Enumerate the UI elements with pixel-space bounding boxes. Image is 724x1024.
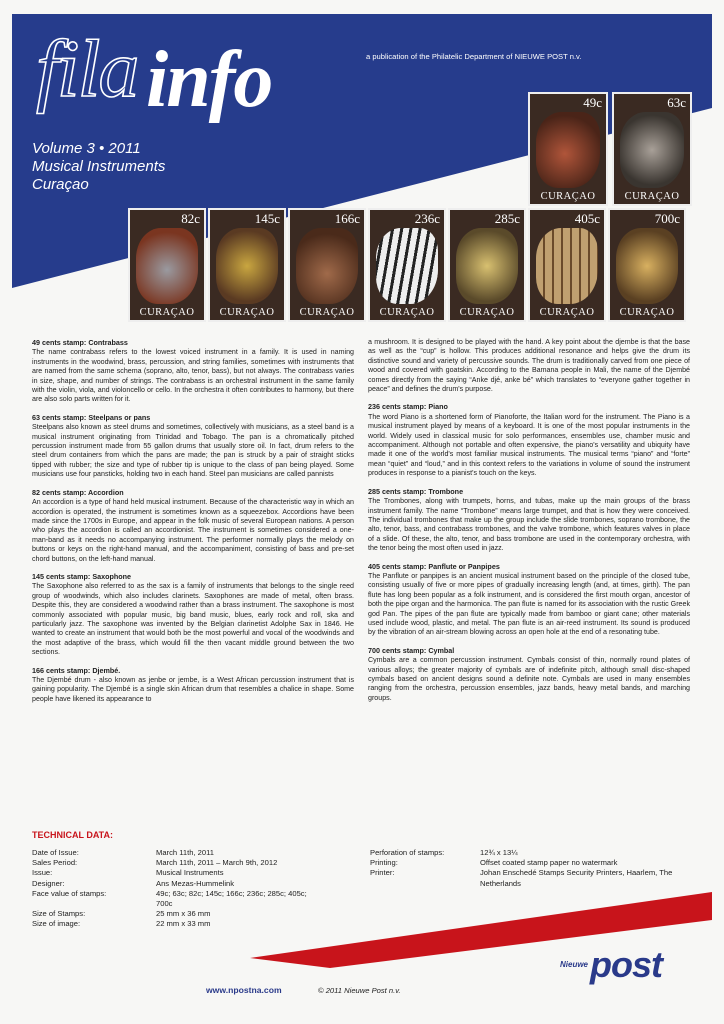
logo-nieuwe-text: Nieuwe — [560, 960, 589, 969]
stamp-405c: 405c CURAÇAO — [528, 208, 606, 322]
tech-value: 25 mm x 36 mm — [156, 909, 211, 919]
volume-line: Volume 3 • 2011 — [32, 140, 141, 157]
tech-value: 12¾ x 13¼ — [480, 848, 518, 857]
cymbal-text: Cymbals are a common percussion instrument. Cymbals consist of thin, normally round plates of various alloys; the greater majority of cymbals are of indefinite pitch, although small disc-shaped cymbals based on ancient designs sound a definite note. Cymbals are used in many ensembles ranging from the orchestra, percussion ensembles, jazz bands, heavy metal bands, and marching groups. — [368, 656, 690, 702]
djembe-text-part1: The Djembé drum - also known as jenbe or jembe, is a West African percussion instrument that is gaining popularity. The Djembé is a single skin African drum that resembles a chalice in shape. Some people have likened its appearance to — [32, 676, 354, 703]
logo-info: info — [146, 36, 272, 124]
djembe-title: 166 cents stamp: Djembé. — [32, 665, 121, 675]
left-column — [32, 338, 354, 712]
saxophone-text: The Saxophone also referred to as the sax is a family of instruments that belongs to the single reed group of woodwinds, which also includes clarinets. Saxophones are made of metal, often brass. Despite this, they are considered a woodwind rather than a brass instrument. The saxophone is most commonly associated with popular music, big band music, blues, early rock and roll, ska and particularly jazz. The saxophone was invented by the Belgian clarinetist Adolphe Sax in 1846. He wanted to create an instrument that would both be the most powerful and vocal of the woodwinds and the most adaptive of the brass, which would fill the then vacant middle ground between the two sections. — [32, 582, 354, 657]
stamp-63c: 63c CURAÇAO — [612, 92, 692, 206]
tech-row — [370, 858, 690, 868]
tech-row — [32, 868, 332, 878]
contrabass-title: 49 cents stamp: Contrabass — [32, 338, 128, 347]
tech-value: Ans Mezas-Hummelink — [156, 878, 235, 888]
logo-fila: fila — [36, 23, 138, 114]
stamp-49c: 49c CURAÇAO — [528, 92, 608, 206]
tech-label: Printing: — [370, 858, 398, 868]
trombone-title: 285 cents stamp: Trombone — [368, 486, 464, 496]
tech-label: Printer: — [370, 868, 395, 878]
tech-row — [370, 848, 690, 858]
contrabass-text: The name contrabass refers to the lowest voiced instrument in a family. It is used in naming instruments in the woodwind, brass, percussion, and string families, sometimes with instruments that are named from the same schema (soprano, alto, tenor, bass), but not always. The contrabass varies in size, shape, and number of strings. The contrabass is an orchestral instrument in the same family with the violin, viola, and violoncello or cello. In the orchestra it often contributes to harmony, but there are also solo parts written for it. — [32, 348, 354, 404]
tech-value: 49c; 63c; 82c; 145c; 166c; 236c; 285c; 405c; 700c — [156, 888, 307, 909]
stamp-82c: 82c CURAÇAO — [128, 208, 206, 322]
steelpans-title: 63 cents stamp: Steelpans or pans — [32, 412, 151, 422]
publication-line: a publication of the Philatelic Department of NIEUWE POST n.v. — [366, 52, 582, 61]
panflute-text: The Panflute or panpipes is an ancient musical instrument based on the principle of the closed tube, consisting usually of five or more pipes of gradually increasing length (and, at times, girth). The pan flute has long been popular as a folk instrument, and is considered the first mouth organ, ancestor of both the pipe organ and the harmonica. The pan flute is named for its association with the rustic Greek god Pan. The pipes of the pan flute are typically made from bamboo or giant cane; other materials used include wood, plastic, and metal. The pan flute is an air-reed instrument. Its sound is produced by the vibration of an air-stream blowing across an open hole at the end of a resonating tube. — [368, 571, 690, 637]
stamp-700c: 700c CURAÇAO — [608, 208, 686, 322]
trombone-text: The Trombones, along with trumpets, horns, and tubas, make up the main groups of the brass instrument family. The name “Trombone” means large trumpet, and that is how they were conceived. The individual trombones that make up the group include the slide trombones, soprano trombone, the alto, tenor, bass, and contrabass trombones, and the valve trombone, which features valves in place of a slide. Of these, the alto, tenor, and bass trombone are used in the contemporary orchestra, with the tenor being the most often used in jazz. — [368, 497, 690, 553]
saxophone-title: 145 cents stamp: Saxophone — [32, 571, 132, 581]
tech-label: Size of image: — [32, 919, 81, 929]
copyright-text: © 2011 Nieuwe Post n.v. — [318, 986, 401, 995]
piano-title: 236 cents stamp: Piano — [368, 402, 448, 412]
website-link[interactable]: www.npostna.com — [206, 985, 282, 995]
tech-label: Perforation of stamps: — [370, 848, 445, 857]
country-line: Curaçao — [32, 176, 89, 193]
technical-data-heading: TECHNICAL DATA: — [32, 830, 113, 840]
tech-row — [32, 848, 332, 858]
tech-value: Offset coated stamp paper no watermark — [480, 858, 618, 868]
stamp-166c: 166c CURAÇAO — [288, 208, 366, 322]
tech-label: Designer: — [32, 878, 65, 888]
stamp-236c: 236c CURAÇAO — [368, 208, 446, 322]
accordion-title: 82 cents stamp: Accordion — [32, 487, 124, 497]
tech-label: Issue: — [32, 868, 53, 878]
tech-value: March 11th, 2011 — [156, 848, 214, 857]
steelpans-text: Steelpans also known as steel drums and sometimes, collectively with musicians, as a steel band is a musical instrument originating from Trinidad and Tobago. The pan is a chromatically pitched percussion instrument made from 55 gallon drums that usually store oil. In fact, drum refers to the steel drum containers from which the pans are made; the pan is struck by a pair of straight sticks tipped with rubber; the size and type of rubber tip is unique to the class of pan being played. Some musicians use four pansticks, holding two in each hand. Steel pan musicians are called pannists — [32, 423, 354, 479]
tech-row — [32, 858, 332, 868]
tech-label: Date of Issue: — [32, 848, 79, 857]
tech-value: 22 mm x 33 mm — [156, 919, 211, 929]
piano-text: The word Piano is a shortened form of Pianoforte, the Italian word for the instrument. The Piano is a musical instrument played by means of a keyboard. It is one of the most popular instruments in the world. Widely used in classical music for solo performances, ensembles use, chamber music and accompaniment. Although not portable and often expensive, the piano's versatility and ubiquity have made it one of the world's most familiar musical instruments. The musical terms “piano” and “forte” mean “quiet” and “loud,” and in this context refers to the variations in volume of sound the instrument produces in response to a pianist's touch on the keys. — [368, 412, 690, 478]
accordion-text: An accordion is a type of hand held musical instrument. Because of the characteristic way in which an accordion is operated, the instrument is sometimes known as a squeezebox. Accordions have been made since the 1700s in Europe, and appear in the folk music of several European nations. A person who plays the accordion is called an accordionist. The instrument is sometimes considered a one-man-band as it needs no accompanying instrument. The performer normally plays the melody on buttons or keys on the right-hand manual, and the accompaniment, consisting of bass and pre-set chord buttons, on the left-hand manual. — [32, 498, 354, 563]
tech-label: Face value of stamps: — [32, 888, 107, 898]
tech-value: Musical Instruments — [156, 868, 224, 878]
stamp-145c: 145c CURAÇAO — [208, 208, 286, 322]
stamp-285c: 285c CURAÇAO — [448, 208, 526, 322]
tech-value: March 11th, 2011 – March 9th, 2012 — [156, 858, 278, 868]
right-column — [368, 338, 690, 711]
logo-post-text: post — [590, 944, 662, 985]
panflute-title: 405 cents stamp: Panflute or Panpipes — [368, 561, 500, 571]
tech-value: Johan Enschedé Stamps Security Printers, Haarlem, The Netherlands — [480, 868, 673, 888]
tech-label: Size of Stamps: — [32, 909, 86, 919]
tech-label: Sales Period: — [32, 858, 78, 868]
djembe-text-part2: a mushroom. It is designed to be played with the hand. A key point about the djembe is that the base as well as the “cup” is hollow. This produces additional resonance and helps give the drum its distinctive sound and variety of percussive sounds. The drum is traditionally carved from one piece of wood and covered with goatskin. According to the Bamana people in Mali, the name of the Djembé comes directly from the saying “Anke djé, anke bé” which translates to “everyone gather together in peace” and defines the drum's purpose. — [368, 338, 690, 394]
theme-line: Musical Instruments — [32, 158, 166, 175]
cymbal-title: 700 cents stamp: Cymbal — [368, 645, 455, 655]
